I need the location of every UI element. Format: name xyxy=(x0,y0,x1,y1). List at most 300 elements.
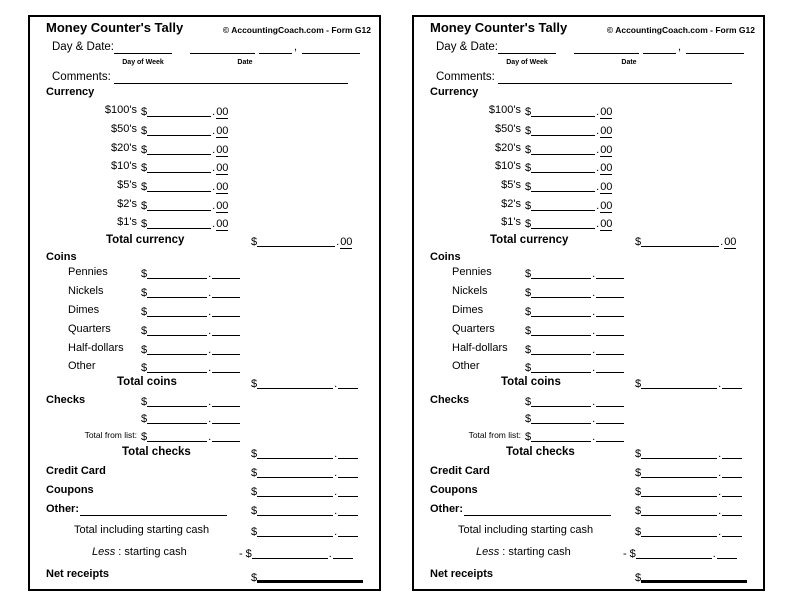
cents-blank xyxy=(722,503,742,516)
cents-blank xyxy=(596,342,624,355)
dollars-blank xyxy=(531,411,591,424)
dollar-sign: $ xyxy=(141,413,148,425)
dollar-sign: $ xyxy=(525,162,532,174)
date-caption: Date xyxy=(621,59,637,66)
coins-section-header xyxy=(30,251,379,265)
dollars-blank xyxy=(641,503,717,516)
amount-field xyxy=(525,198,612,213)
credit-card-label: Credit Card xyxy=(430,465,490,477)
decimal-point: . xyxy=(596,106,600,118)
decimal-point: . xyxy=(720,236,724,248)
other-amount xyxy=(635,503,742,518)
cents-blank xyxy=(722,465,742,478)
cents-blank xyxy=(338,484,358,497)
cents-blank xyxy=(722,484,742,497)
cents-blank xyxy=(596,411,624,424)
currency-header-label: Currency xyxy=(430,86,479,98)
amount-field xyxy=(141,429,240,444)
coupons-label: Coupons xyxy=(430,484,478,496)
currency-row-50s xyxy=(414,123,763,137)
dollars-blank xyxy=(147,216,211,229)
credit-card-label: Credit Card xyxy=(46,465,106,477)
year-blank xyxy=(302,41,360,54)
dollar-sign: $ xyxy=(635,378,642,390)
day-of-week-caption: Day of Week xyxy=(122,59,164,66)
coin-row-half-dollars xyxy=(414,342,763,356)
dollar-sign: $ xyxy=(635,505,642,517)
brand-label: AccountingCoach.com - Form G12 xyxy=(615,25,755,35)
total-including-label: Total including starting cash xyxy=(74,524,210,536)
day-date-row xyxy=(30,41,379,55)
dollar-sign: $ xyxy=(251,486,258,498)
dollars-blank xyxy=(257,376,333,389)
coin-row-nickels xyxy=(414,285,763,299)
currency-row-5s xyxy=(414,179,763,193)
dollars-blank xyxy=(147,142,211,155)
dollars-blank xyxy=(147,123,211,136)
total-coins-row xyxy=(30,376,379,390)
denomination-label: $20's xyxy=(111,142,137,154)
dollar-sign: $ xyxy=(141,162,148,174)
decimal-point: . xyxy=(208,287,212,299)
dollars-blank xyxy=(257,446,333,459)
less-word: Less xyxy=(476,546,500,558)
dollars-blank xyxy=(147,266,207,279)
total-currency-amount xyxy=(251,234,352,249)
day-of-week-blank xyxy=(114,41,172,54)
cents-blank xyxy=(212,323,240,336)
coin-row-other xyxy=(414,360,763,374)
coins-header-label: Coins xyxy=(46,251,77,263)
net-receipts-row xyxy=(30,568,379,582)
dollar-sign: $ xyxy=(141,218,148,230)
dollars-blank xyxy=(147,160,211,173)
dollars-blank xyxy=(147,411,207,424)
dollars-blank xyxy=(147,342,207,355)
dollars-blank xyxy=(641,484,717,497)
currency-row-10s xyxy=(30,160,379,174)
amount-field xyxy=(525,342,624,357)
total-checks-amount xyxy=(251,446,358,461)
other-row xyxy=(30,503,379,517)
coin-type-label: Pennies xyxy=(452,266,492,278)
coin-type-label: Nickels xyxy=(452,285,488,297)
form-header xyxy=(30,21,379,35)
coin-row-pennies xyxy=(30,266,379,280)
currency-row-2s xyxy=(30,198,379,212)
dollar-sign: $ xyxy=(525,325,532,337)
decimal-point: . xyxy=(718,505,722,517)
cents-blank xyxy=(212,429,240,442)
decimal-point: . xyxy=(208,268,212,280)
decimal-point: . xyxy=(212,200,216,212)
coins-section-header xyxy=(414,251,763,265)
decimal-point: . xyxy=(592,396,596,408)
dollar-sign: $ xyxy=(525,306,532,318)
amount-field xyxy=(525,179,612,194)
amount-field xyxy=(525,304,624,319)
dollars-blank xyxy=(531,285,591,298)
credit-card-amount xyxy=(635,465,742,480)
total-including-row xyxy=(414,524,763,538)
total-checks-label: Total checks xyxy=(122,446,191,458)
cents-blank xyxy=(212,266,240,279)
total-including-amount xyxy=(251,524,358,539)
dollar-sign: $ xyxy=(141,181,148,193)
less-starting-cash-row xyxy=(414,546,763,560)
comments-row xyxy=(414,71,763,85)
checks-header-label: Checks xyxy=(46,394,86,406)
dollars-blank xyxy=(531,179,595,192)
comma-separator: , xyxy=(678,41,682,53)
cents-blank xyxy=(338,503,358,516)
other-label: Other: xyxy=(46,503,79,515)
decimal-point: . xyxy=(208,306,212,318)
dollars-blank xyxy=(147,285,207,298)
amount-field xyxy=(141,394,240,409)
day-date-row xyxy=(414,41,763,55)
cents-blank xyxy=(338,465,358,478)
other-description-blank xyxy=(464,503,611,516)
amount-field xyxy=(141,123,228,138)
decimal-point: . xyxy=(208,362,212,374)
fixed-cents: 00 xyxy=(340,236,353,248)
credit-card-amount xyxy=(251,465,358,480)
fixed-cents: 00 xyxy=(216,162,229,174)
dollar-sign: $ xyxy=(629,548,636,560)
dollar-sign: $ xyxy=(141,344,148,356)
dollars-blank xyxy=(531,360,591,373)
fixed-cents: 00 xyxy=(216,181,229,193)
comments-row xyxy=(30,71,379,85)
amount-field xyxy=(525,216,612,231)
comma-separator: , xyxy=(294,41,298,53)
dollars-blank xyxy=(531,216,595,229)
dollars-blank xyxy=(636,546,712,559)
decimal-point: . xyxy=(592,306,596,318)
cents-blank xyxy=(212,411,240,424)
decimal-point: . xyxy=(718,486,722,498)
day-of-week-caption: Day of Week xyxy=(506,59,548,66)
dollar-sign: $ xyxy=(251,572,258,584)
coin-type-label: Dimes xyxy=(68,304,100,316)
coins-header-label: Coins xyxy=(430,251,461,263)
coin-row-quarters xyxy=(30,323,379,337)
less-starting-cash-amount xyxy=(623,546,737,561)
amount-field xyxy=(525,142,612,157)
dollar-sign: $ xyxy=(141,106,148,118)
currency-header-label: Currency xyxy=(46,86,95,98)
total-coins-label: Total coins xyxy=(117,376,177,388)
fixed-cents: 00 xyxy=(216,218,229,230)
total-including-amount xyxy=(635,524,742,539)
coupons-label: Coupons xyxy=(46,484,94,496)
cents-blank xyxy=(596,429,624,442)
denomination-label: $2's xyxy=(117,198,137,210)
cents-blank xyxy=(212,394,240,407)
coin-row-other xyxy=(30,360,379,374)
total-coins-label: Total coins xyxy=(501,376,561,388)
dollar-sign: $ xyxy=(525,344,532,356)
dollar-sign: $ xyxy=(525,431,532,443)
decimal-point: . xyxy=(212,218,216,230)
coin-row-dimes xyxy=(30,304,379,318)
dollar-sign: $ xyxy=(635,572,642,584)
dollar-sign: $ xyxy=(525,287,532,299)
minus-sign: - xyxy=(623,548,627,560)
amount-field xyxy=(525,429,624,444)
dollar-sign: $ xyxy=(525,396,532,408)
dollars-blank xyxy=(257,484,333,497)
decimal-point: . xyxy=(208,413,212,425)
currency-row-100s xyxy=(30,104,379,118)
decimal-point: . xyxy=(334,448,338,460)
fixed-cents: 00 xyxy=(600,125,613,137)
dollar-sign: $ xyxy=(525,218,532,230)
cents-blank xyxy=(338,376,358,389)
dollars-blank xyxy=(147,198,211,211)
date-blank xyxy=(574,41,639,54)
amount-field xyxy=(141,198,228,213)
decimal-point: . xyxy=(592,268,596,280)
checks-header-label: Checks xyxy=(430,394,470,406)
decimal-point: . xyxy=(212,144,216,156)
dollars-blank xyxy=(641,446,717,459)
comments-blank xyxy=(498,71,732,84)
copyright-icon: © xyxy=(222,25,230,35)
decimal-point: . xyxy=(336,236,340,248)
amount-field xyxy=(525,411,624,426)
currency-row-20s xyxy=(30,142,379,156)
amount-field xyxy=(525,104,612,119)
money-tally-form-left xyxy=(28,15,381,591)
total-checks-row xyxy=(414,446,763,460)
denomination-label: $100's xyxy=(104,104,137,116)
amount-field xyxy=(141,266,240,281)
dollars-blank xyxy=(147,429,207,442)
dollar-sign: $ xyxy=(525,106,532,118)
total-coins-amount xyxy=(251,376,358,391)
less-rest: : starting cash xyxy=(499,546,571,558)
cents-blank xyxy=(722,376,742,389)
dollar-sign: $ xyxy=(525,362,532,374)
decimal-point: . xyxy=(208,344,212,356)
coin-type-label: Quarters xyxy=(68,323,111,335)
total-checks-row xyxy=(30,446,379,460)
amount-field xyxy=(141,104,228,119)
day-date-label: Day & Date: xyxy=(436,41,498,53)
cents-blank xyxy=(212,304,240,317)
dollar-sign: $ xyxy=(141,144,148,156)
total-checks-amount xyxy=(635,446,742,461)
fixed-cents: 00 xyxy=(216,125,229,137)
dollar-sign: $ xyxy=(251,526,258,538)
amount-field xyxy=(141,342,240,357)
dollar-sign: $ xyxy=(525,144,532,156)
dollar-sign: $ xyxy=(525,125,532,137)
dollars-blank xyxy=(257,234,335,247)
dollars-blank xyxy=(531,123,595,136)
dollars-blank xyxy=(641,465,717,478)
coin-row-pennies xyxy=(414,266,763,280)
decimal-point: . xyxy=(718,467,722,479)
coupons-amount xyxy=(251,484,358,499)
dollar-sign: $ xyxy=(251,505,258,517)
comments-label: Comments: xyxy=(52,71,111,83)
dollars-blank xyxy=(147,394,207,407)
net-receipts-label: Net receipts xyxy=(430,568,493,580)
denomination-label: $10's xyxy=(111,160,137,172)
cents-blank xyxy=(596,394,624,407)
amount-field xyxy=(141,304,240,319)
dollar-sign: $ xyxy=(525,200,532,212)
less-starting-cash-label xyxy=(414,546,571,558)
less-rest: : starting cash xyxy=(115,546,187,558)
amount-field xyxy=(141,179,228,194)
cents-blank xyxy=(717,546,737,559)
total-from-list-label: Total from list: xyxy=(84,430,137,440)
dollars-blank xyxy=(531,160,595,173)
fixed-cents: 00 xyxy=(600,181,613,193)
dollars-blank xyxy=(641,524,717,537)
decimal-point: . xyxy=(592,287,596,299)
cents-blank xyxy=(722,524,742,537)
cents-blank xyxy=(338,446,358,459)
coin-type-label: Nickels xyxy=(68,285,104,297)
coin-type-label: Other xyxy=(452,360,480,372)
currency-row-10s xyxy=(414,160,763,174)
blank-captions-row xyxy=(414,56,763,65)
dollar-sign: $ xyxy=(141,200,148,212)
decimal-point: . xyxy=(334,467,338,479)
amount-field xyxy=(525,394,624,409)
coin-type-label: Pennies xyxy=(68,266,108,278)
fixed-cents: 00 xyxy=(216,144,229,156)
brand-text xyxy=(223,24,371,37)
decimal-point: . xyxy=(596,162,600,174)
denomination-label: $100's xyxy=(488,104,521,116)
decimal-point: . xyxy=(592,362,596,374)
currency-row-5s xyxy=(30,179,379,193)
amount-field xyxy=(141,160,228,175)
amount-field xyxy=(141,360,240,375)
checks-row-2 xyxy=(30,411,379,425)
total-checks-label: Total checks xyxy=(506,446,575,458)
decimal-point: . xyxy=(334,505,338,517)
brand-text xyxy=(607,24,755,37)
amount-field xyxy=(525,160,612,175)
currency-row-1s xyxy=(30,216,379,230)
dollars-blank xyxy=(257,503,333,516)
denomination-label: $10's xyxy=(495,160,521,172)
dollar-sign: $ xyxy=(525,413,532,425)
amount-field xyxy=(525,360,624,375)
coupons-row xyxy=(30,484,379,498)
decimal-point: . xyxy=(718,448,722,460)
decimal-point: . xyxy=(212,181,216,193)
dollars-blank xyxy=(531,394,591,407)
year-blank xyxy=(686,41,744,54)
dollar-sign: $ xyxy=(245,548,252,560)
dollars-blank xyxy=(531,104,595,117)
amount-field xyxy=(525,266,624,281)
dollar-sign: $ xyxy=(251,448,258,460)
decimal-point: . xyxy=(212,106,216,118)
denomination-label: $1's xyxy=(501,216,521,228)
decimal-point: . xyxy=(718,378,722,390)
denomination-label: $1's xyxy=(117,216,137,228)
day-of-week-blank xyxy=(498,41,556,54)
decimal-point: . xyxy=(592,344,596,356)
dollar-sign: $ xyxy=(141,362,148,374)
coin-row-quarters xyxy=(414,323,763,337)
fixed-cents: 00 xyxy=(600,200,613,212)
dollars-blank xyxy=(147,104,211,117)
decimal-point: . xyxy=(592,413,596,425)
currency-row-20s xyxy=(414,142,763,156)
coupons-amount xyxy=(635,484,742,499)
net-receipts-amount xyxy=(251,568,363,585)
fixed-cents: 00 xyxy=(600,218,613,230)
decimal-point: . xyxy=(334,378,338,390)
other-label: Other: xyxy=(430,503,463,515)
total-currency-amount xyxy=(635,234,736,249)
amount-field xyxy=(525,323,624,338)
currency-section-header xyxy=(30,86,379,100)
cents-blank xyxy=(722,446,742,459)
amount-field xyxy=(525,123,612,138)
decimal-point: . xyxy=(712,548,716,560)
cents-blank xyxy=(338,524,358,537)
dollar-sign: $ xyxy=(141,287,148,299)
denomination-label: $2's xyxy=(501,198,521,210)
cents-blank xyxy=(596,304,624,317)
total-coins-amount xyxy=(635,376,742,391)
checks-total-from-list-row xyxy=(30,429,379,443)
dollars-blank xyxy=(531,198,595,211)
dollars-blank xyxy=(531,429,591,442)
amount-field xyxy=(141,285,240,300)
other-row xyxy=(414,503,763,517)
coin-row-half-dollars xyxy=(30,342,379,356)
cents-blank xyxy=(596,360,624,373)
dollar-sign: $ xyxy=(141,125,148,137)
decimal-point: . xyxy=(596,144,600,156)
dollar-sign: $ xyxy=(635,236,642,248)
checks-row-1 xyxy=(414,394,763,408)
decimal-point: . xyxy=(592,325,596,337)
minus-sign: - xyxy=(239,548,243,560)
denomination-label: $20's xyxy=(495,142,521,154)
amount-field xyxy=(141,142,228,157)
dollars-blank xyxy=(147,360,207,373)
coin-type-label: Other xyxy=(68,360,96,372)
decimal-point: . xyxy=(718,526,722,538)
decimal-point: . xyxy=(592,431,596,443)
dollars-blank xyxy=(531,304,591,317)
net-receipts-blank xyxy=(641,568,747,583)
decimal-point: . xyxy=(208,431,212,443)
coin-type-label: Quarters xyxy=(452,323,495,335)
dollars-blank xyxy=(531,142,595,155)
cents-blank xyxy=(212,342,240,355)
decimal-point: . xyxy=(212,162,216,174)
form-header xyxy=(414,21,763,35)
net-receipts-label: Net receipts xyxy=(46,568,109,580)
dollars-blank xyxy=(641,234,719,247)
dollars-blank xyxy=(252,546,328,559)
decimal-point: . xyxy=(596,125,600,137)
